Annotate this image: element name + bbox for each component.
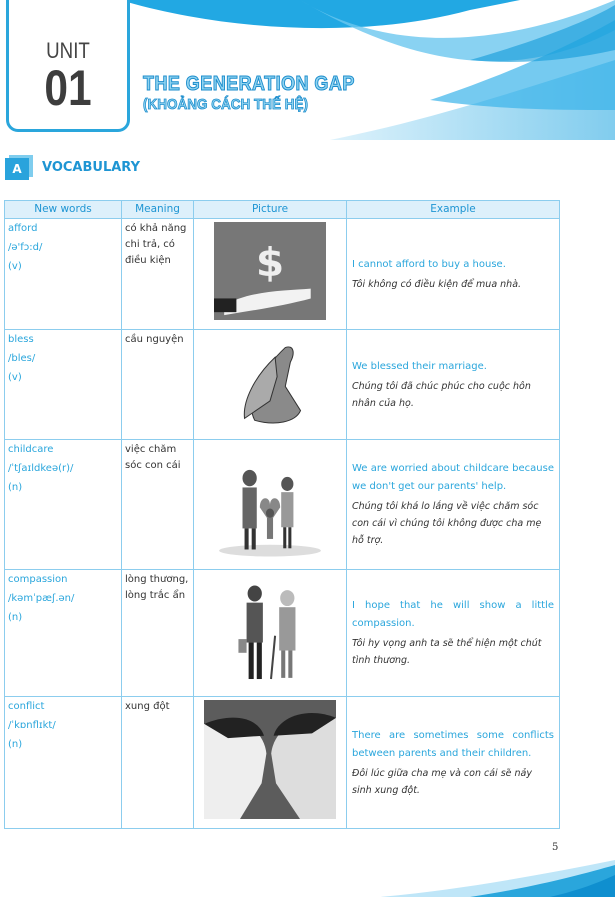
word-pos: (n) — [8, 482, 23, 493]
word: childcare — [8, 444, 54, 455]
word: conflict — [8, 701, 45, 712]
word-pos: (n) — [8, 612, 23, 623]
word-ipa: /kəmˈpæʃ.ən/ — [8, 593, 75, 604]
praying-hands-picture — [214, 333, 326, 430]
picture-cell — [194, 440, 347, 570]
word-ipa: /ˈtʃaɪldkeə(r)/ — [8, 463, 74, 474]
word-cell — [5, 440, 122, 570]
word-pos: (v) — [8, 261, 22, 272]
example-english: I hope that he will show a little compassion. — [352, 600, 554, 629]
meaning-cell: cầu nguyện — [122, 330, 194, 440]
header-picture: Picture — [194, 201, 347, 219]
word-ipa: /ˈkɒnflɪkt/ — [8, 720, 56, 731]
example-vietnamese: Tôi hy vọng anh ta sẽ thể hiện một chút tình thương. — [352, 638, 542, 666]
example-vietnamese: Đôi lúc giữa cha mẹ và con cái sẽ nảy sinh xung đột. — [352, 767, 532, 796]
meaning-cell: việc chăm sóc con cái — [122, 440, 194, 570]
footer-swoosh — [380, 860, 615, 897]
example-vietnamese: Tôi không có điều kiện để mua nhà. — [352, 278, 522, 290]
word-ipa: /ə'fɔ:d/ — [8, 242, 43, 253]
word: afford — [8, 223, 38, 234]
unit-number: 01 — [44, 60, 92, 116]
example-cell — [347, 440, 560, 570]
word: bless — [8, 334, 34, 345]
example-cell — [347, 219, 560, 330]
word-pos: (v) — [8, 372, 22, 383]
unit-label: UNIT — [46, 38, 90, 63]
word-cell — [5, 697, 122, 829]
money-hand-picture — [214, 222, 326, 320]
unit-title: THE GENERATION GAP — [143, 73, 355, 95]
vocabulary-table — [4, 200, 560, 829]
table-row — [5, 440, 560, 570]
example-english: I cannot afford to buy a house. — [352, 258, 506, 270]
meaning-cell: lòng thương, lòng trắc ẩn — [122, 570, 194, 697]
family-picture — [214, 443, 326, 560]
table-row — [5, 219, 560, 330]
example-vietnamese: Chúng tôi khá lo lắng về việc chăm sóc con cái vì chúng tôi không được cha mẹ hỗ trợ. — [352, 501, 542, 546]
example-english: We blessed their marriage. — [352, 360, 487, 372]
unit-subtitle: (KHOẢNG CÁCH THẾ HỆ) — [143, 96, 308, 113]
section-letter: A — [5, 158, 29, 180]
svg-text:$: $ — [255, 240, 285, 286]
section-title: VOCABULARY — [42, 160, 141, 175]
page-number: 5 — [552, 842, 559, 853]
example-cell — [347, 330, 560, 440]
table-row — [5, 330, 560, 440]
picture-cell — [194, 219, 347, 330]
word-cell — [5, 570, 122, 697]
header-example: Example — [347, 201, 560, 219]
table-row — [5, 570, 560, 697]
example-cell — [347, 570, 560, 697]
table-header-row — [5, 201, 560, 219]
header-new-words: New words — [5, 201, 122, 219]
word-cell — [5, 330, 122, 440]
example-english: We are worried about childcare because we don't get our parents' help. — [352, 463, 554, 492]
picture-cell — [194, 330, 347, 440]
word-cell — [5, 219, 122, 330]
word-pos: (n) — [8, 739, 23, 750]
word-ipa: /bles/ — [8, 353, 36, 364]
example-vietnamese: Chúng tôi đã chúc phúc cho cuộc hôn nhân của họ. — [352, 380, 531, 409]
picture-cell — [194, 570, 347, 697]
meaning-cell: xung đột — [122, 697, 194, 829]
conflict-faces-picture — [204, 700, 336, 819]
example-english: There are sometimes some conflicts between parents and their children. — [352, 729, 554, 759]
word: compassion — [8, 574, 68, 585]
table-row — [5, 697, 560, 829]
unit-badge — [6, 0, 130, 132]
helping-elderly-picture — [214, 573, 326, 687]
meaning-cell: có khả năng chi trả, có điều kiện — [122, 219, 194, 330]
header-meaning: Meaning — [122, 201, 194, 219]
picture-cell — [194, 697, 347, 829]
example-cell — [347, 697, 560, 829]
